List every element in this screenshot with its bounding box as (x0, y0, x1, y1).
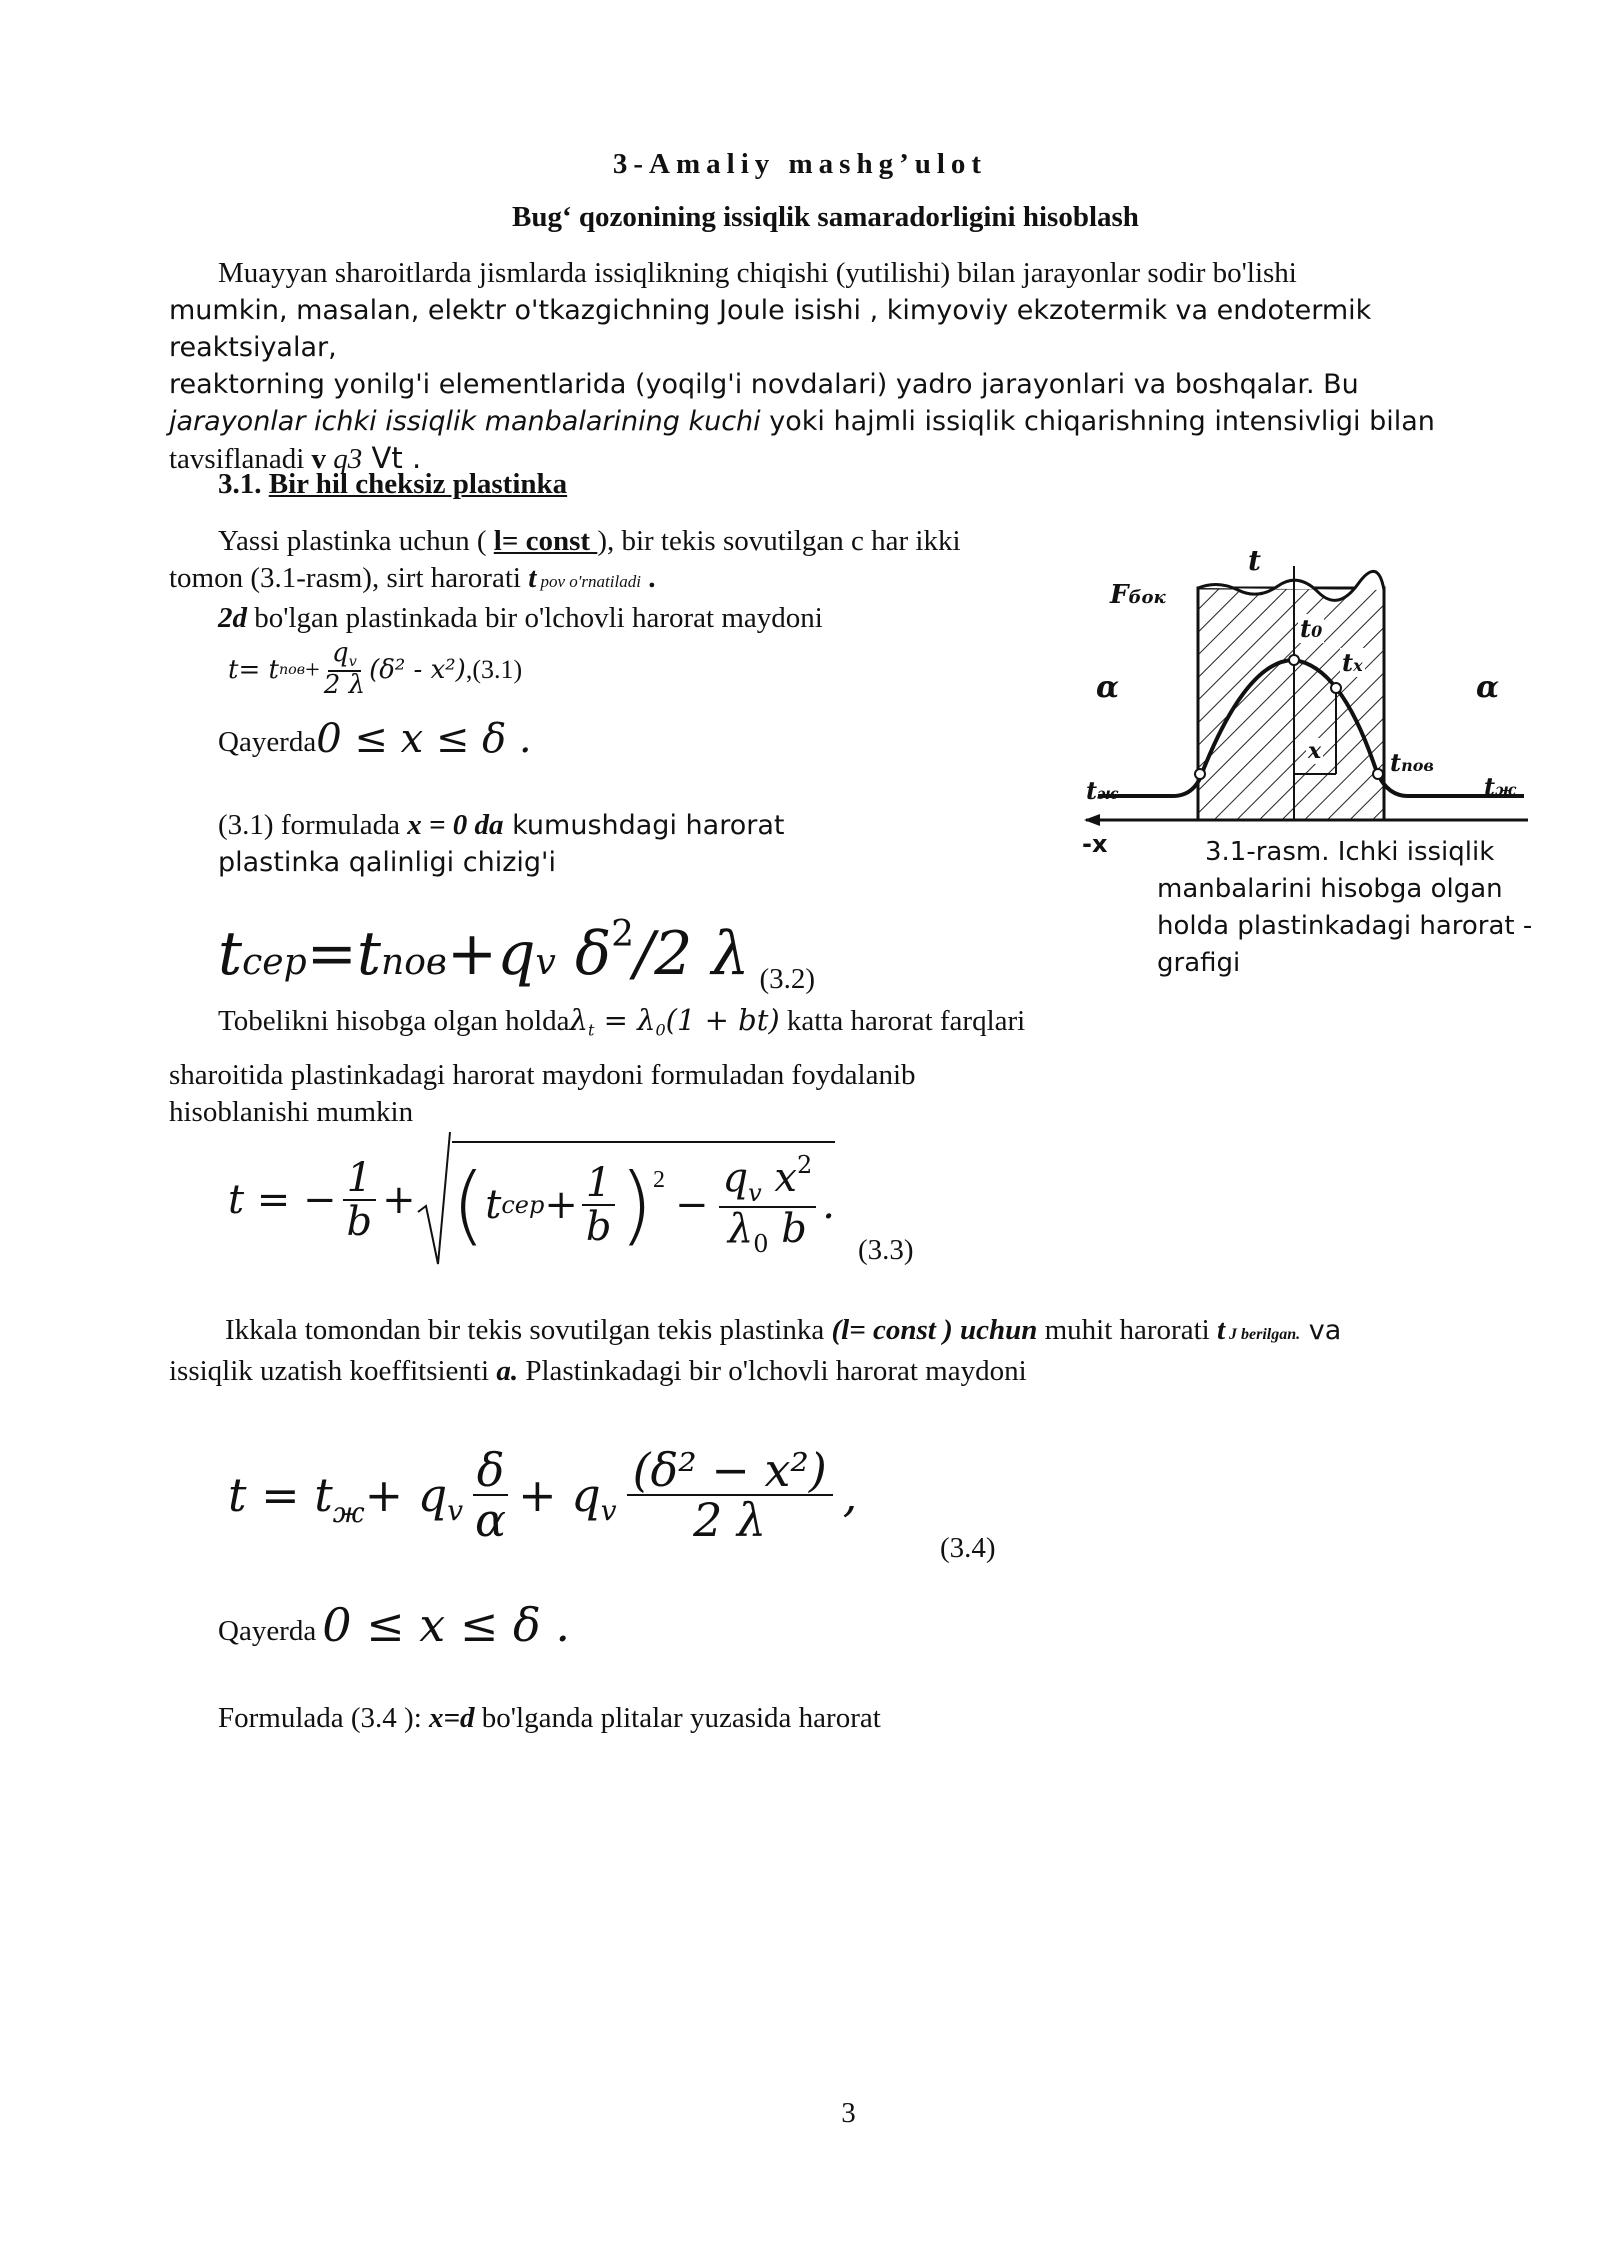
para-3-line-3: hisoblanishi mumkin (169, 1095, 414, 1128)
eq33-f1-num: 1 (343, 1157, 376, 1201)
para-4-j: J berilgan. (1225, 1326, 1301, 1343)
eq33-f3-q: q (722, 1154, 749, 1201)
intro-paragraph (169, 255, 1529, 478)
eq33-label: (3.3) (858, 1234, 914, 1266)
para-1-line-2 (169, 560, 1089, 600)
eq31-sub: пов (278, 661, 306, 678)
eq33-sq: 2 (653, 1166, 666, 1193)
eq31-eq: = t (238, 654, 279, 685)
intro-v: v (311, 443, 327, 475)
page-number: 3 (841, 2097, 856, 2129)
eq33-sqrt (416, 1130, 835, 1270)
para-3-lam-sub: t (587, 1020, 595, 1040)
eq34-v1: v (447, 1494, 464, 1527)
eq33-lhs: t = − (228, 1177, 337, 1223)
eq31-plus: + (305, 654, 320, 684)
eq31-fraction (320, 640, 369, 699)
tpov-left-point (1195, 769, 1205, 779)
eq32-delta: δ (555, 919, 612, 989)
eq32-div: /2 λ (633, 919, 750, 989)
intro-end: Vt . (362, 441, 422, 475)
para-1-pov: pov o'rnatiladi (536, 572, 641, 591)
para-4-t: t (1216, 1314, 1226, 1346)
eq33-in-t: t (485, 1182, 502, 1228)
para-2-line-2: plastinka qalinligi chizig'i (218, 847, 556, 878)
eq33-f3-v: v (748, 1178, 762, 1207)
para-5-a: Formulada (3.4 ): (218, 1702, 430, 1734)
plate-hatched (1198, 588, 1384, 820)
eq33-plus: + (382, 1177, 416, 1223)
para-3-a: Tobelikni hisobga olgan holda (218, 1005, 570, 1037)
figure-3-1 (1078, 544, 1538, 878)
intro-line-3: reaktorning yonilg'i elementlarida (yoqilg'i novdalari) yadro jarayonlari va boshqalar. Bu (169, 369, 1359, 400)
eq33-dot: . (822, 1182, 835, 1228)
caption-line-1: 3.1-rasm. Ichki issiqlik (1205, 837, 1495, 867)
fig-tx-sub: x (1353, 656, 1363, 675)
eq34-f2-den: 2 λ (693, 1493, 767, 1547)
fig-label-tj-right (1484, 772, 1516, 801)
intro-line-4 (169, 403, 1529, 440)
eq32-lhs: t (218, 919, 243, 989)
eq33-frac2 (582, 1162, 616, 1248)
x-axis-arrow-icon (1084, 814, 1100, 826)
intro-line-2: mumkin, masalan, elektr o'tkazgichning Joule isishi , kimyoviy ekzotermik va endotermik reaktsiyalar, (169, 295, 1372, 363)
eq34-sub: ж (332, 1496, 365, 1529)
intro-line-4-rest: yoki hajmli issiqlik chiqarishning intensivligi bilan (760, 406, 1435, 437)
eq31-label: ,(3.1) (465, 654, 523, 684)
fig-tj-right-main: t (1484, 772, 1496, 801)
fig-tj-left-sub: ж (1097, 784, 1118, 803)
para-4-line-1 (169, 1312, 1539, 1353)
eq33-f3-x: x (761, 1154, 797, 1201)
eq33-frac3 (719, 1150, 817, 1258)
eq32-q: +q (446, 919, 536, 989)
eq32-v: v (535, 942, 556, 983)
eq33-lparen: ( (451, 1155, 486, 1255)
fig-label-fbok (1110, 580, 1166, 610)
where-line-2 (218, 1600, 570, 1650)
intro-line-5-a: tavsiflanadi (169, 443, 312, 475)
fig-fbok-sub: бок (1128, 587, 1166, 608)
fig-tpov-main: t (1390, 748, 1402, 777)
tx-point (1331, 683, 1341, 693)
fig-label-minus-x: -x (1082, 830, 1108, 858)
fig-label-tx (1340, 648, 1365, 677)
eq34-f2-num: (δ² − x²) (627, 1446, 833, 1496)
para-4-line-2 (169, 1353, 1539, 1390)
eq34-plus1: + q (364, 1468, 448, 1522)
eq33-radicand (452, 1141, 835, 1257)
eq31-body: (δ² - x²) (369, 654, 466, 685)
eq34-plus2: + q (518, 1468, 601, 1522)
para-2-a: (3.1) formulada (218, 809, 408, 841)
para-1-line-1 (169, 523, 1089, 560)
fig-t0-main: t (1300, 614, 1312, 643)
eq33-f1-den: b (346, 1199, 373, 1245)
intro-italic: jarayonlar ichki issiqlik manbalarining kuchi (169, 406, 761, 437)
eq33-f3-b: b (768, 1206, 807, 1252)
para-3-b: katta harorat farqlari (779, 1005, 1026, 1037)
eq32-rhs-sub: пов (381, 942, 447, 983)
para-4-bi: (l= const ) uchun (831, 1314, 1038, 1346)
section-number: 3.1. (218, 468, 269, 500)
para-1-lconst: l= const (493, 525, 598, 557)
para-2-line-1 (218, 807, 938, 844)
eq33-f3-num (719, 1150, 817, 1208)
eq33-in-sub: cep (501, 1191, 545, 1219)
eq34-v2: v (600, 1494, 617, 1527)
page-subtitle: Bug‘ qozonining issiqlik samaradorligini hisoblash (512, 201, 1139, 233)
where-2-expr: 0 ≤ x ≤ δ . (322, 1598, 570, 1652)
equation-3-1 (228, 640, 522, 699)
caption-line-3: holda plastinkadagi harorat - (1157, 911, 1533, 941)
eq32-eq: =t (306, 919, 382, 989)
para-1-b: ), bir tekis sovutilgan c har ikki (597, 525, 961, 557)
intro-line-1: Muayyan sharoitlarda jismlarda issiqlikning chiqishi (yutilishi) bilan jarayonlar sodir bo'lishi (218, 257, 1297, 289)
eq34-f1-num: δ (473, 1446, 509, 1496)
para-2-b: kumushdagi harorat (503, 810, 785, 841)
para-3 (169, 1002, 1169, 1131)
eq33-f3-den (724, 1208, 811, 1257)
where-line-1 (218, 717, 532, 761)
where-1-expr: 0 ≤ x ≤ δ . (316, 716, 532, 762)
fig-tj-right-sub: ж (1495, 780, 1516, 799)
eq34-comma: , (842, 1468, 858, 1522)
para-1 (169, 523, 1089, 637)
eq33-f2-num: 1 (582, 1162, 615, 1206)
equation-3-2 (218, 900, 815, 998)
section-heading (218, 468, 567, 501)
caption-line-2: manbalarini hisobga olgan (1157, 874, 1503, 904)
caption-line-4: grafigi (1157, 948, 1241, 978)
intro-q: q3 (326, 443, 363, 475)
eq33-in-plus: + (544, 1182, 578, 1228)
para-4-e: Plastinkadagi bir o'lchovli harorat maydoni (518, 1355, 1027, 1387)
para-4-c: va (1300, 1315, 1342, 1346)
para-3-lam: λ (569, 1003, 588, 1037)
para-2 (218, 807, 938, 881)
eq33-f3-lam0: 0 (753, 1230, 769, 1258)
fig-t0-sub: 0 (1311, 622, 1323, 641)
eq34-frac1 (471, 1442, 510, 1547)
para-1-c: tomon (3.1-rasm), sirt harorati (169, 562, 529, 594)
para-5 (218, 1700, 881, 1737)
para-4-d: issiqlik uzatish koeffitsienti (169, 1355, 497, 1387)
para-3-lam-eq: = λ (594, 1003, 656, 1037)
eq32-label: (3.2) (759, 963, 816, 995)
para-1-t: t (528, 562, 537, 594)
eq31-q-sub: v (348, 654, 357, 670)
tpov-point (1373, 769, 1383, 779)
fig-tx-main: t (1342, 648, 1354, 677)
eq34-label: (3.4) (940, 1532, 996, 1564)
eq32-lhs-sub: cep (242, 942, 307, 983)
sqrt-sign-icon (416, 1130, 452, 1270)
eq31-q: q (332, 638, 349, 668)
eq33-f3-pow: 2 (796, 1150, 813, 1179)
eq34-frac2 (627, 1442, 833, 1547)
fig-fbok-main: F (1110, 580, 1129, 610)
eq33-rparen: ) (619, 1155, 654, 1255)
para-1-d-rest: bo'lgan plastinkada bir o'lchovli harorat maydoni (247, 602, 823, 634)
para-4-a-bold: a. (496, 1355, 519, 1387)
para-4-a: Ikkala tomondan bir tekis sovutilgan tekis plastinka (225, 1314, 832, 1346)
where-1-word: Qayerda (218, 726, 317, 758)
para-5-b: x=d (429, 1702, 475, 1734)
para-2-x0: x = 0 da (407, 809, 504, 841)
t0-point (1289, 655, 1299, 665)
eq34-f1-den: α (475, 1493, 507, 1547)
page-title: 3-Amaliy mashg’ulot (612, 148, 988, 180)
where-2-word: Qayerda (218, 1615, 317, 1647)
para-4 (169, 1312, 1539, 1390)
eq33-f3-lam: λ (727, 1206, 754, 1252)
para-1-2d: 2d (218, 602, 247, 634)
para-3-line-2: sharoitida plastinkadagi harorat maydoni formuladan foydalanib (169, 1058, 916, 1091)
para-4-b: muhit harorati (1037, 1314, 1217, 1346)
fig-label-alpha-left: α (1096, 670, 1120, 705)
para-1-line-3 (169, 600, 1089, 637)
equation-3-3 (228, 1125, 835, 1275)
fig-label-t: t (1248, 544, 1261, 577)
para-1-a: Yassi plastinka uchun ( (218, 525, 494, 557)
fig-label-alpha-right: α (1476, 670, 1500, 705)
eq31-t: t (228, 654, 239, 685)
para-3-line-1 (169, 1002, 1169, 1049)
fig-label-x: x (1308, 738, 1322, 764)
fig-label-tj-left (1086, 776, 1118, 805)
fig-label-tpov (1390, 748, 1434, 777)
equation-3-4 (228, 1425, 857, 1565)
para-5-c: bo'lganda plitalar yuzasida harorat (474, 1702, 881, 1734)
para-3-lam0: 0 (655, 1020, 666, 1040)
eq33-f2-den: b (585, 1204, 612, 1250)
para-3-lam-rest: (1 + bt) (665, 1003, 780, 1037)
fig-label-t0 (1298, 614, 1324, 643)
eq31-den: 2 λ (323, 670, 366, 700)
fig-tj-left-main: t (1086, 776, 1098, 805)
eq34-lhs: t = t (228, 1468, 333, 1522)
eq33-frac1 (343, 1157, 377, 1243)
eq32-pow: 2 (611, 914, 634, 955)
eq33-minus: − (675, 1182, 709, 1228)
eq32-main (218, 900, 749, 998)
figure-caption (1157, 834, 1547, 982)
fig-tpov-sub: пов (1401, 756, 1434, 775)
eq31-num (328, 640, 361, 672)
section-title: Bir hil cheksiz plastinka (268, 468, 568, 500)
para-1-dot: . (640, 562, 656, 594)
